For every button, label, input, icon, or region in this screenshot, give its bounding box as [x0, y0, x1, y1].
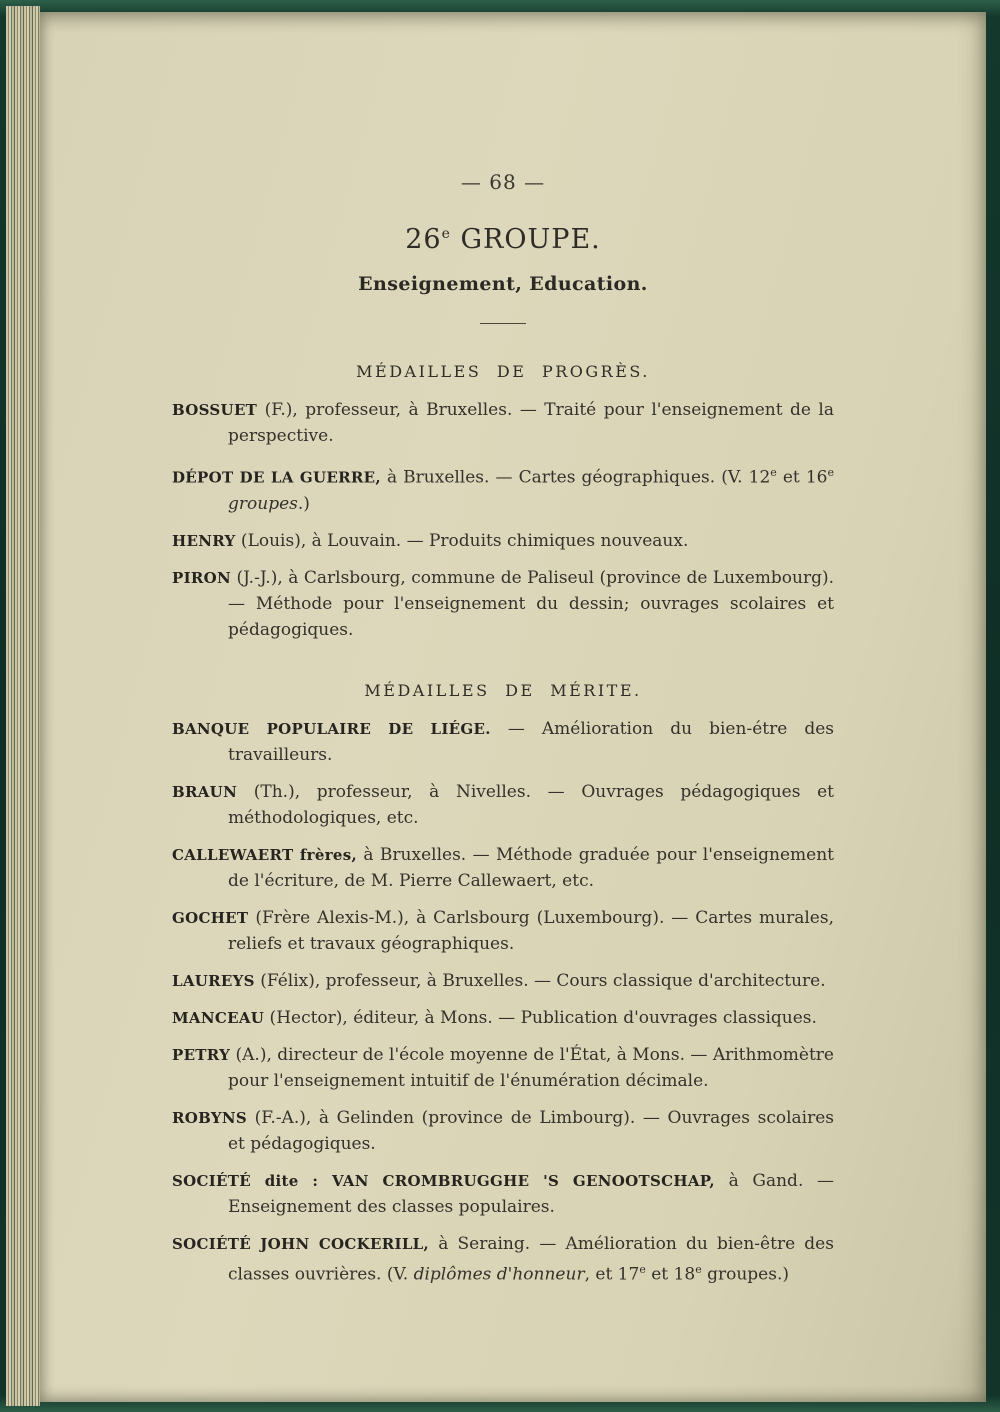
- section-heading: MÉDAILLES DE PROGRÈS.: [356, 362, 650, 381]
- catalog-entry: [172, 460, 834, 517]
- entry-text: .): [297, 493, 310, 514]
- entry-italic: groupes: [228, 493, 298, 514]
- page-number: — 68 —: [460, 170, 546, 194]
- entry-name: ROBYNS: [172, 1108, 247, 1127]
- entry-name: SOCIÉTÉ dite : VAN CROMBRUGGHE 'S GENOOTSCHAP,: [172, 1171, 715, 1190]
- entry-name: GOCHET: [172, 908, 249, 927]
- entry-name: PIRON: [172, 568, 232, 587]
- entry-text: (F.-A.), à Gelinden (province de Limbourg). — Ouvrages scolaires et pédagogiques.: [228, 1107, 834, 1154]
- entry-text: à Bruxelles. — Méthode graduée pour l'enseignement de l'écriture, de M. Pierre Callewaert, etc.: [228, 844, 835, 891]
- ordinal-superscript: e: [770, 466, 777, 479]
- catalog-entry: [172, 968, 834, 994]
- ordinal-superscript: e: [827, 466, 834, 479]
- entry-text: (Frère Alexis-M.), à Carlsbourg (Luxembourg). — Cartes murales, reliefs et travaux géographiques.: [228, 907, 834, 954]
- entry-name: BOSSUET: [172, 401, 258, 419]
- catalog-entry: [172, 1005, 834, 1031]
- sections-container: [172, 362, 834, 1287]
- group-title-rest: GROUPE.: [450, 224, 601, 255]
- group-title-ordinal: e: [441, 226, 451, 242]
- catalog-entry: [172, 528, 834, 554]
- entry-text: (A.), directeur de l'école moyenne de l'État, à Mons. — Arithmomètre pour l'enseignement intuitif de l'énumération décimale.: [228, 1044, 834, 1091]
- group-subtitle: Enseignement, Education.: [358, 273, 648, 295]
- entry-text: et 18: [645, 1264, 696, 1285]
- catalog-entry: [172, 1231, 834, 1288]
- entry-text: (F.), professeur, à Bruxelles. — Traité pour l'enseignement de la perspective.: [228, 400, 834, 446]
- entry-name: SOCIÉTÉ JOHN COCKERILL,: [172, 1234, 430, 1253]
- entry-text: (Louis), à Louvain. — Produits chimiques nouveaux.: [235, 530, 689, 551]
- group-title-number: 26: [405, 224, 442, 255]
- entry-name: DÉPOT DE LA GUERRE,: [172, 468, 381, 487]
- entry-name: PETRY: [172, 1045, 231, 1064]
- section-heading: MÉDAILLES DE MÉRITE.: [364, 680, 642, 700]
- entry-text: groupes.): [701, 1264, 790, 1285]
- entry-text: (Félix), professeur, à Bruxelles. — Cours classique d'architecture.: [254, 970, 826, 991]
- entry-italic: diplômes d'honneur: [413, 1264, 585, 1285]
- ordinal-superscript: e: [639, 1262, 646, 1276]
- entry-text: (Th.), professeur, à Nivelles. — Ouvrages pédagogiques et méthodologiques, etc.: [228, 781, 834, 828]
- group-title: [172, 224, 834, 255]
- entry-name: LAUREYS: [172, 971, 255, 990]
- catalog-entry: [172, 842, 834, 894]
- catalog-entry: [172, 1105, 834, 1157]
- entry-text: (Hector), éditeur, à Mons. — Publication d'ouvrages classiques.: [264, 1007, 817, 1028]
- catalog-entry: [172, 905, 834, 957]
- page-content: [172, 12, 834, 1298]
- entry-text: — Amélioration du bien-étre des travailleurs.: [228, 718, 834, 765]
- entry-name: HENRY: [172, 531, 236, 550]
- book-page: [40, 12, 986, 1402]
- entry-text: (J.-J.), à Carlsbourg, commune de Paliseul (province de Luxembourg). — Méthode pour l'enseignement du dessin; ouvrages scolaires et pédagogiques.: [228, 567, 834, 640]
- ordinal-superscript: e: [695, 1262, 702, 1276]
- ornamental-rule: [480, 323, 526, 324]
- catalog-entry: [172, 716, 834, 768]
- entry-name: CALLEWAERT frères,: [172, 845, 358, 864]
- catalog-entry: [172, 1042, 834, 1094]
- entry-name: MANCEAU: [172, 1008, 265, 1027]
- entry-text: à Gand. — Enseignement des classes populaires.: [228, 1170, 835, 1217]
- entry-text: et 16: [776, 467, 828, 488]
- entry-name: BANQUE POPULAIRE DE LIÉGE.: [172, 719, 491, 738]
- catalog-entry: [172, 397, 834, 449]
- catalog-entry: [172, 565, 834, 643]
- entry-text: à Seraing. — Amélioration du bien-être des classes ouvrières. (V.: [228, 1233, 834, 1285]
- page-stack-edge: [6, 6, 40, 1406]
- entry-text: à Bruxelles. — Cartes géographiques. (V. 12: [380, 467, 771, 488]
- catalog-entry: [172, 779, 834, 831]
- entry-text: , et 17: [584, 1264, 640, 1285]
- catalog-entry: [172, 1168, 834, 1220]
- entry-name: BRAUN: [172, 782, 238, 801]
